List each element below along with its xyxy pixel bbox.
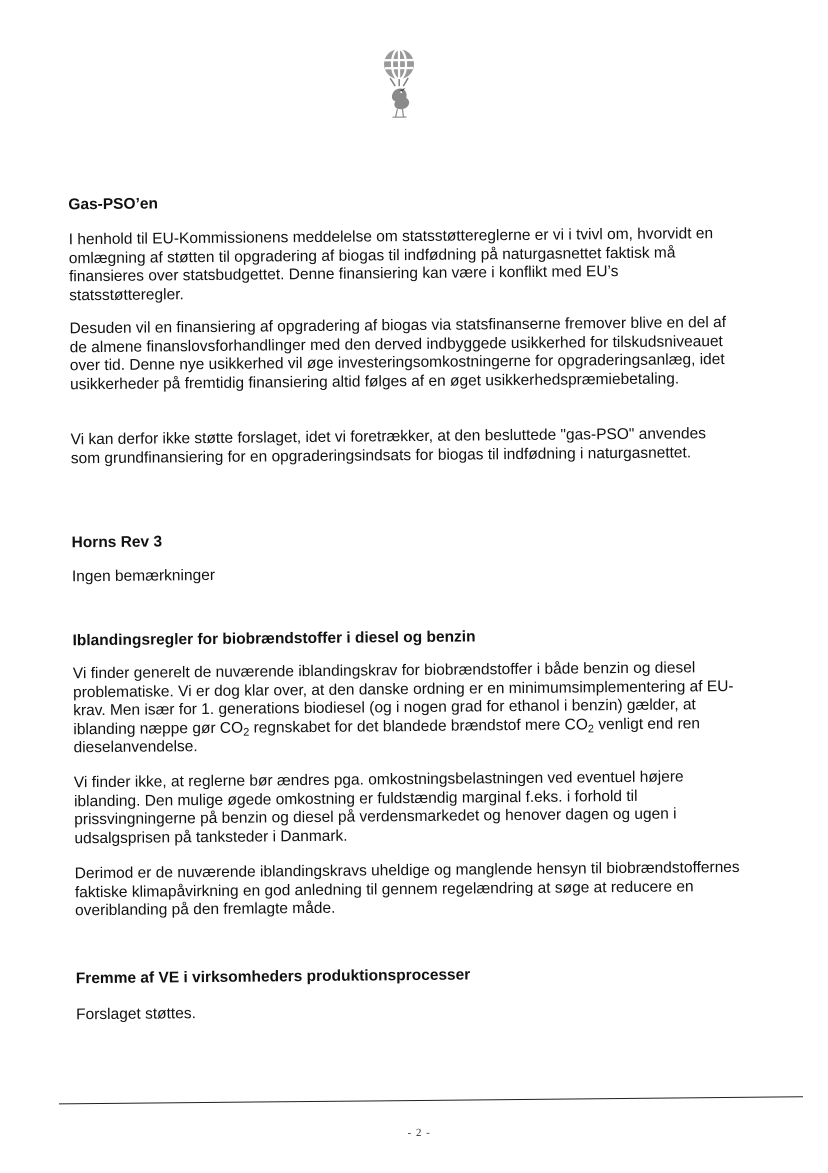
iblanding-paragraph-1: [73, 659, 739, 758]
section-iblanding: [72, 625, 737, 651]
gas-pso-paragraph-2: [69, 314, 735, 395]
section-heading: Gas-PSO’en: [68, 189, 733, 215]
paragraph-text: regnskabet for det blandede brændstof mere CO: [249, 716, 588, 736]
subscript: 2: [588, 723, 594, 735]
subscript: 2: [243, 726, 249, 738]
gas-pso-paragraph-3: [71, 425, 736, 469]
iblanding-paragraph-2: [74, 768, 740, 849]
page-number: - 2 -: [5, 1123, 828, 1143]
section-heading: Fremme af VE i virksomheders produktionsprocesser: [76, 963, 741, 989]
paragraph: Desuden vil en finansiering af opgradering af biogas via statsfinanserne fremover blive en del af de almene finanslovsforhandlinger med den derved indbyggede usikkerhed for tilskudsniveauet over tid. Denne nye usikkerhed vil øge investeringsomkostningerne for opgraderingsanlæg, idet usikkerheder på fremtidig finansiering altid følges af en øget usikkerhedspræmiebetaling.: [69, 314, 735, 395]
paragraph: Vi finder ikke, at reglerne bør ændres pga. omkostningsbelastningen ved eventuel højere iblanding. Den mulige øgede omkostning er fuldstændig marginal f.eks. i forhold til prissvingningerne på benzin og diesel på verdensmarkedet og henover dagen og ugen i udsalgsprisen på tanksteder i Danmark.: [74, 768, 740, 849]
section-gas-pso: [68, 189, 733, 215]
paragraph: [73, 659, 739, 758]
paragraph: I henhold til EU-Kommissionens meddelelse om statsstøttereglerne er vi i tvivl om, hvorvidt en omlægning af støtten til opgradering af biogas til indfødning på naturgasnettet faktisk må finansieres over statsbudgettet. Denne finansiering kan være i konflikt med EU’s statsstøtteregler.: [69, 225, 735, 306]
globe-bird-logo-icon: [375, 46, 424, 122]
section-heading: Iblandingsregler for biobrændstoffer i diesel og benzin: [72, 625, 737, 651]
horns-rev-paragraph: [72, 562, 737, 587]
section-heading: Horns Rev 3: [71, 527, 736, 553]
paragraph: Forslaget støttes.: [76, 1000, 741, 1025]
paragraph-text: Vi finder generelt de nuværende iblandingskrav for biobrændstoffer i både benzin og diesel problematiske. Vi er dog klar over, at den danske ordning er en minimumsimplementering af EU-krav. Men især for 1. generations biodiesel (og i nogen grad for ethanol i benzin) gælder, at iblanding næppe gør CO: [73, 659, 734, 738]
footer-divider: [59, 1096, 803, 1104]
paragraph: Vi kan derfor ikke støtte forslaget, idet vi foretrækker, at den besluttede "gas-PSO" anvendes som grundfinansiering for en opgraderingsindsats for biogas til indfødning i naturgasnettet.: [71, 425, 736, 469]
section-fremme: [76, 963, 741, 989]
gas-pso-paragraph-1: [69, 225, 735, 306]
paragraph: Ingen bemærkninger: [72, 562, 737, 587]
iblanding-paragraph-3: [75, 859, 741, 921]
paragraph: Derimod er de nuværende iblandingskravs uheldige og manglende hensyn til biobrændstoffernes faktiske klimapåvirkning en god anledning til gennem regelændring at søge at reducere en overiblanding på den fremlagte måde.: [75, 859, 741, 921]
paragraph-text: venligt end ren dieselanvendelse.: [73, 715, 700, 757]
fremme-paragraph: [76, 1000, 741, 1025]
section-horns-rev: [71, 527, 736, 553]
